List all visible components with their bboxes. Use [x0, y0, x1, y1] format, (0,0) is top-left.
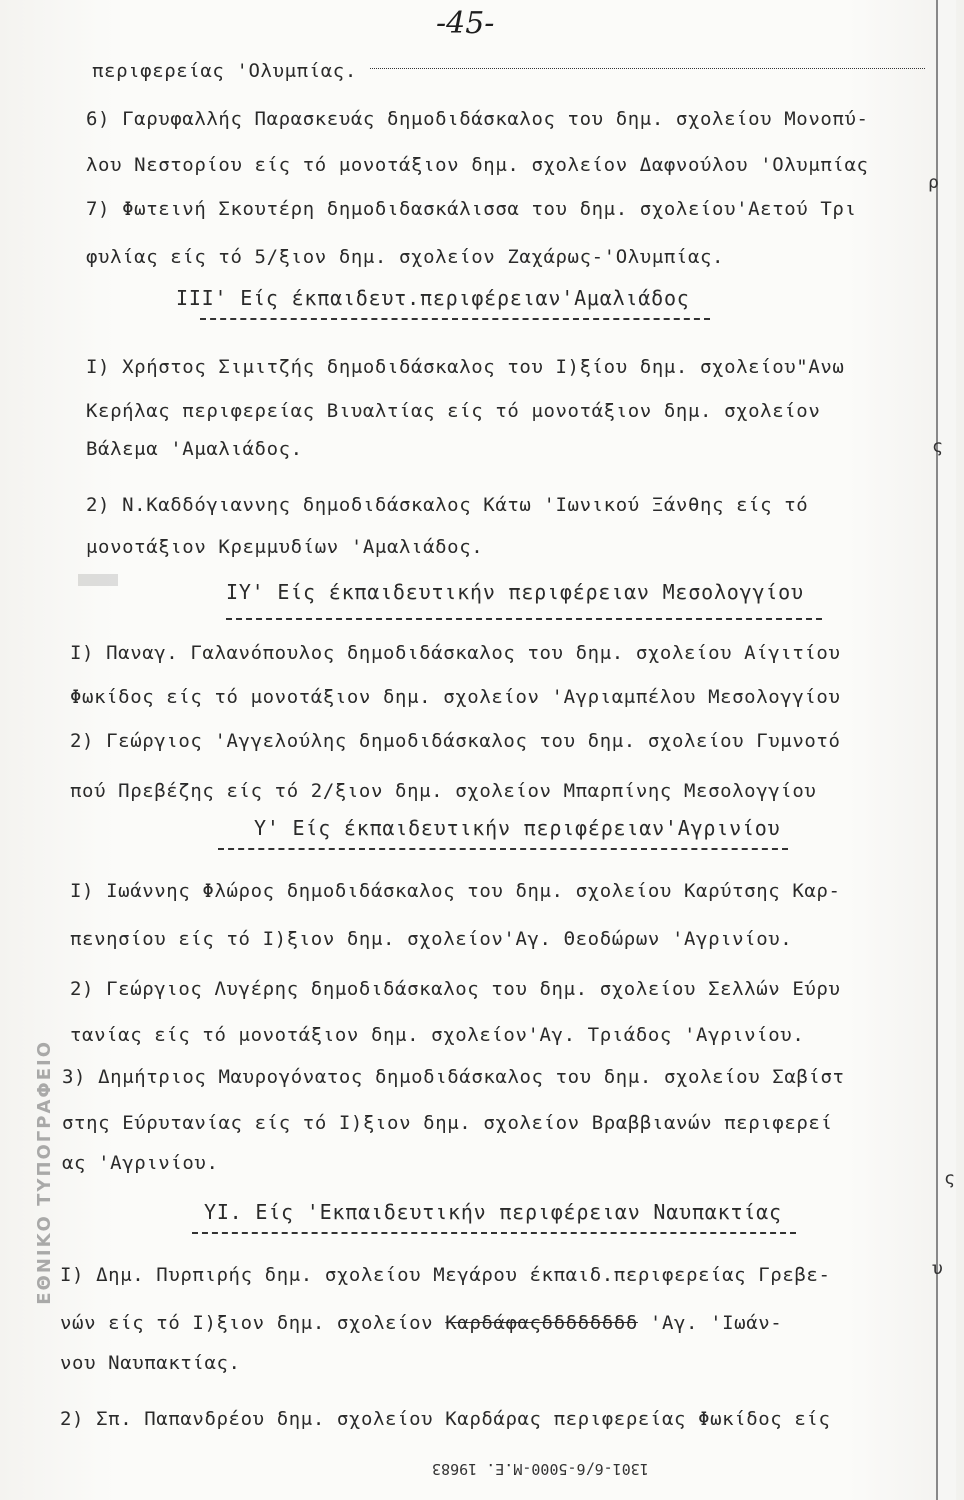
- ink-smudge: [78, 574, 118, 586]
- section-heading-6: ΥΙ. Είς 'Εκπαιδευτικήν περιφέρειαν Ναυπακτίας: [204, 1200, 782, 1224]
- section-line: 2) Σπ. Παπανδρέου δημ. σχολείου Καρδάρας περιφερείας Φωκίδος είς: [60, 1408, 831, 1430]
- section-line: πενησίου είς τό Ι)ξιον δημ. σχολείον'Αγ. Θεοδώρων 'Αγρινίου.: [70, 928, 793, 950]
- section-line: μονοτάξιον Κρεμμυδίων 'Αμαλιάδος.: [86, 536, 484, 558]
- section-line: ας 'Αγρινίου.: [62, 1152, 219, 1174]
- section-line: 2) Ν.Καδδόγιαννης δημοδιδάσκαλος Κάτω 'Ιωνικού Ξάνθης είς τό: [86, 494, 809, 516]
- section-underline: [218, 848, 788, 850]
- section-line: τανίας είς τό μονοτάξιον δημ. σχολείον'Αγ. Τριάδος 'Αγρινίου.: [70, 1024, 805, 1046]
- section-underline: [192, 1232, 796, 1234]
- section-line: Φωκίδος είς τό μονοτάξιον δημ. σχολείον 'Αγριαμπέλου Μεσολογγίου: [70, 686, 841, 708]
- edge-fragment: ρ: [928, 172, 939, 193]
- section-line: Ι) Χρήστος Σιμιτζής δημοδιδάσκαλος του Ι)ξίου δημ. σχολείου"Ανω: [86, 356, 845, 378]
- section-heading-5: Υ' Είς έκπαιδευτικήν περιφέρειαν'Αγρινίου: [254, 816, 781, 840]
- edge-fragment: ς: [944, 1168, 955, 1189]
- top-line: περιφερείας 'Ολυμπίας.: [92, 60, 357, 82]
- section-underline: [200, 318, 710, 320]
- edge-fragment: υ: [932, 1258, 943, 1279]
- item-line: 6) Γαρυφαλλής Παρασκευάς δημοδιδάσκαλος του δημ. σχολείου Μονοπύ-: [86, 108, 869, 130]
- section-line: Ι) Δημ. Πυρπιρής δημ. σχολείου Μεγάρου έκπαιδ.περιφερείας Γρεβε-: [60, 1264, 831, 1286]
- top-rule: [370, 68, 925, 69]
- section-line: 2) Γεώργιος Λυγέρης δημοδιδάσκαλος του δημ. σχολείου Σελλών Εύρυ: [70, 978, 841, 1000]
- section-heading-4: ΙΥ' Είς έκπαιδευτικήν περιφέρειαν Μεσολογγίου: [226, 580, 804, 604]
- page-number: -45-: [436, 6, 495, 41]
- margin-stamp: ΕΘΝΙΚΟ ΤΥΠΟΓΡΑΦΕΙΟ: [34, 1040, 55, 1305]
- edge-fragment: ς: [932, 436, 943, 457]
- section-line: Ι) Ιωάννης Φλώρος δημοδιδάσκαλος του δημ. σχολείου Καρύτσης Καρ-: [70, 880, 841, 902]
- section-line: Ι) Παναγ. Γαλανόπουλος δημοδιδάσκαλος του δημ. σχολείου Αίγιτίου: [70, 642, 841, 664]
- item-line: φυλίας είς τό 5/ξιον δημ. σχολείον Ζαχάρως-'Ολυμπίας.: [86, 246, 725, 268]
- section-line: 3) Δημήτριος Μαυρογόνατος δημοδιδάσκαλος του δημ. σχολείου Σαβίστ: [62, 1066, 845, 1088]
- section-line: 2) Γεώργιος 'Αγγελούλης δημοδιδάσκαλος του δημ. σχολείου Γυμνοτό: [70, 730, 841, 752]
- section-line: στης Εύρυτανίας είς τό Ι)ξιον δημ. σχολείον Βραββιανών περιφερεί: [62, 1112, 833, 1134]
- section-line: Κερήλας περιφερείας Βιυαλτίας είς τό μονοτάξιον δημ. σχολείον: [86, 400, 821, 422]
- section-underline: [226, 618, 822, 620]
- section-line: νών είς τό Ι)ξιον δημ. σχολείον Καρδάφαςδδδδδδδδ 'Αγ. 'Ιωάν-: [60, 1312, 783, 1334]
- footer-printer-mark: 1301-6/6-5000-Μ.Ε. 19683: [432, 1460, 649, 1478]
- section-line: Βάλεμα 'Αμαλιάδος.: [86, 438, 303, 460]
- section-heading-3: III' Είς έκπαιδευτ.περιφέρειαν'Αμαλιάδος: [176, 286, 690, 310]
- item-line: 7) Φωτεινή Σκουτέρη δημοδιδασκάλισσα του δημ. σχολείου'Αετού Τρι: [86, 198, 857, 220]
- section-line: νου Ναυπακτίας.: [60, 1352, 241, 1374]
- item-line: λου Νεστορίου είς τό μονοτάξιον δημ. σχολείον Δαφνούλου 'Ολυμπίας: [86, 154, 869, 176]
- struck-text: Καρδάφαςδδδδδδδδ: [445, 1312, 638, 1334]
- section-line: πού Πρεβέζης είς τό 2/ξιον δημ. σχολείον Μπαρπίνης Μεσολογγίου: [70, 780, 817, 802]
